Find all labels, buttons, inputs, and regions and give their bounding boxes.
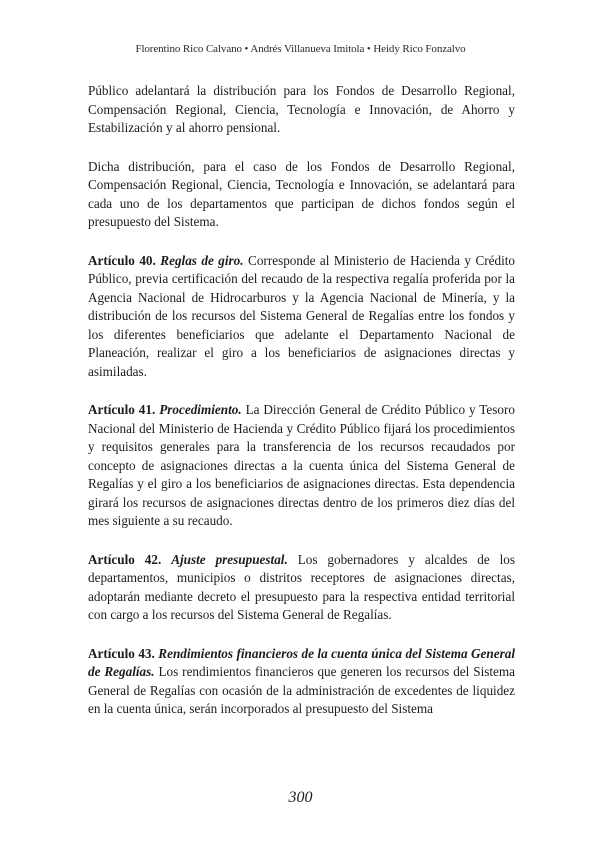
body-text: [88, 82, 515, 719]
running-header: Florentino Rico Calvano • Andrés Villanueva Imitola • Heidy Rico Fonzalvo: [135, 43, 466, 55]
article-label: Artículo 40.: [88, 252, 156, 268]
paragraph: Público adelantará la distribución para los Fondos de Desarrollo Regional, Compensación Regional, Ciencia, Tecnología e Innovación, de Ahorro y Estabilización y al ahorro pensional.: [88, 83, 515, 135]
article-title: Ajuste presupuestal.: [171, 551, 288, 567]
article-41: [88, 401, 515, 531]
article-42: [88, 551, 515, 625]
article-label: Artículo 43.: [88, 645, 155, 661]
article-label: Artículo 41.: [88, 402, 156, 417]
article-title: Reglas de giro.: [160, 252, 244, 268]
article-body: Corresponde al Ministerio de Hacienda y Crédito Público, previa certificación del recaudo de la respectiva regalía proferida por la Agencia Nacional de Hidrocarburos y la Agencia Nacional de Minería, y la distribución de los recursos del Sistema General de Regalías entre los fondos y los diferentes beneficiarios que adelante el Departamento Nacional de Planeación, realizar el giro a los beneficiarios de asignaciones directas y asimiladas.: [88, 252, 516, 379]
article-body: Los rendimientos financieros que generen los recursos del Sistema General de Regalías con ocasión de la administración de excedentes de liquidez en la cuenta única, serán incorporados al presupuesto del Sistema: [88, 664, 516, 716]
article-40: [88, 252, 515, 382]
paragraph: Dicha distribución, para el caso de los Fondos de Desarrollo Regional, Compensación Regional, Ciencia, Tecnología e Innovación, se adelantará para cada uno de los departamentos que participan de dichos fondos según el presupuesto del Sistema.: [88, 158, 515, 229]
article-43: [88, 645, 515, 719]
page-number: 300: [288, 789, 313, 806]
article-title: Rendimientos financieros de la cuenta única del Sistema General de Regalías.: [88, 645, 515, 679]
article-body: La Dirección General de Crédito Público y Tesoro Nacional del Ministerio de Hacienda y Crédito Público fijará los procedimientos y requisitos generales para la transferencia de los recursos recaudados por concepto de asignaciones directas a la cuenta única del Sistema General de Regalías y el giro a los beneficiarios de asignaciones directas. Esta dependencia girará los recursos de asignaciones directas dentro de los primeros diez días del mes siguiente a su recaudo.: [88, 402, 515, 528]
article-title: Procedimiento.: [159, 402, 242, 417]
article-label: Artículo 42.: [88, 551, 162, 567]
article-body: Los gobernadores y alcaldes de los departamentos, municipios o distritos receptores de asignaciones directas, adoptarán mediante decreto el presupuesto para la respectiva entidad territorial con cargo a los recursos del Sistema General de Regalías.: [88, 551, 516, 622]
